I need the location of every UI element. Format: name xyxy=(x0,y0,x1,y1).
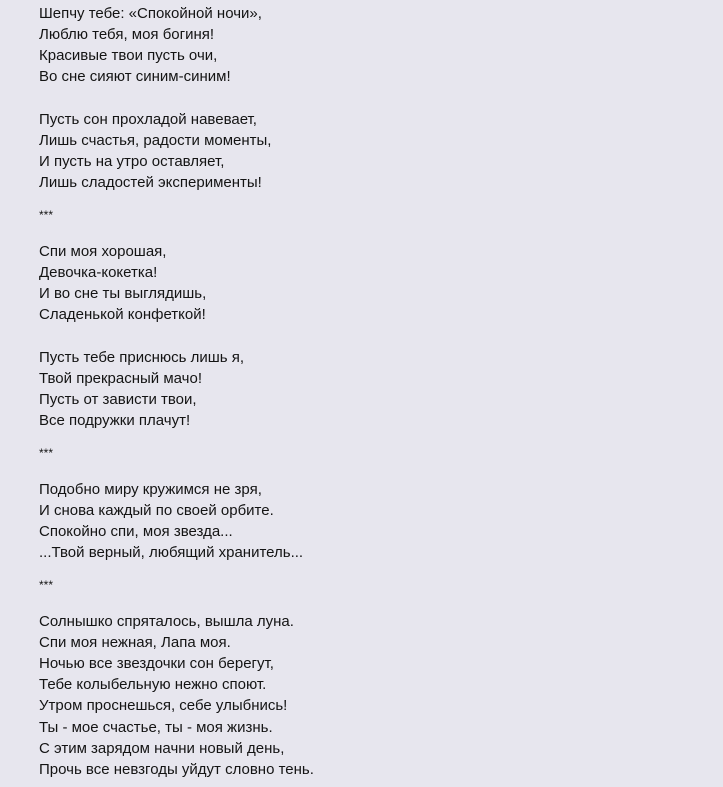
poem-line: Лишь счастья, радости моменты, xyxy=(39,132,272,149)
poem-line: Спи моя хорошая, xyxy=(39,243,167,260)
poem-line: Спокойно спи, моя звезда... xyxy=(39,523,233,540)
separator: *** xyxy=(39,578,54,592)
poem-line: Красивые твои пусть очи, xyxy=(39,47,218,64)
poem-line: И во сне ты выглядишь, xyxy=(39,285,207,302)
poem-line: Твой прекрасный мачо! xyxy=(39,370,203,387)
poem-line: Сладенькой конфеткой! xyxy=(39,306,206,323)
poem-line: Лишь сладостей эксперименты! xyxy=(39,174,262,191)
poem-line: И пусть на утро оставляет, xyxy=(39,153,225,170)
poem-line: ...Твой верный, любящий хранитель... xyxy=(39,544,304,561)
poem-line: Тебе колыбельную нежно споют. xyxy=(39,676,267,693)
poem-line: Подобно миру кружимся не зря, xyxy=(39,481,262,498)
poem-line: Утром проснешься, себе улыбнись! xyxy=(39,697,288,714)
poem-line: Пусть от зависти твои, xyxy=(39,391,197,408)
separator: *** xyxy=(39,208,54,222)
poem-line: Пусть сон прохладой навевает, xyxy=(39,111,257,128)
poem-line: И снова каждый по своей орбите. xyxy=(39,502,274,519)
poem-line: Прочь все невзгоды уйдут словно тень. xyxy=(39,761,314,778)
poem-line: Солнышко спряталось, вышла луна. xyxy=(39,613,294,630)
poem-line: Ты - мое счастье, ты - моя жизнь. xyxy=(39,719,273,736)
poem-line: Люблю тебя, моя богиня! xyxy=(39,26,215,43)
poem-line: Все подружки плачут! xyxy=(39,412,191,429)
poem-line: Ночью все звездочки сон берегут, xyxy=(39,655,274,672)
poem-line: Девочка-кокетка! xyxy=(39,264,158,281)
poem-line: Во сне сияют синим-синим! xyxy=(39,68,231,85)
poem-line: Пусть тебе приснюсь лишь я, xyxy=(39,349,245,366)
poem-line: Шепчу тебе: «Спокойной ночи», xyxy=(39,5,262,22)
poem-line: Спи моя нежная, Лапа моя. xyxy=(39,634,231,651)
separator: *** xyxy=(39,446,54,460)
poem-line: С этим зарядом начни новый день, xyxy=(39,740,285,757)
